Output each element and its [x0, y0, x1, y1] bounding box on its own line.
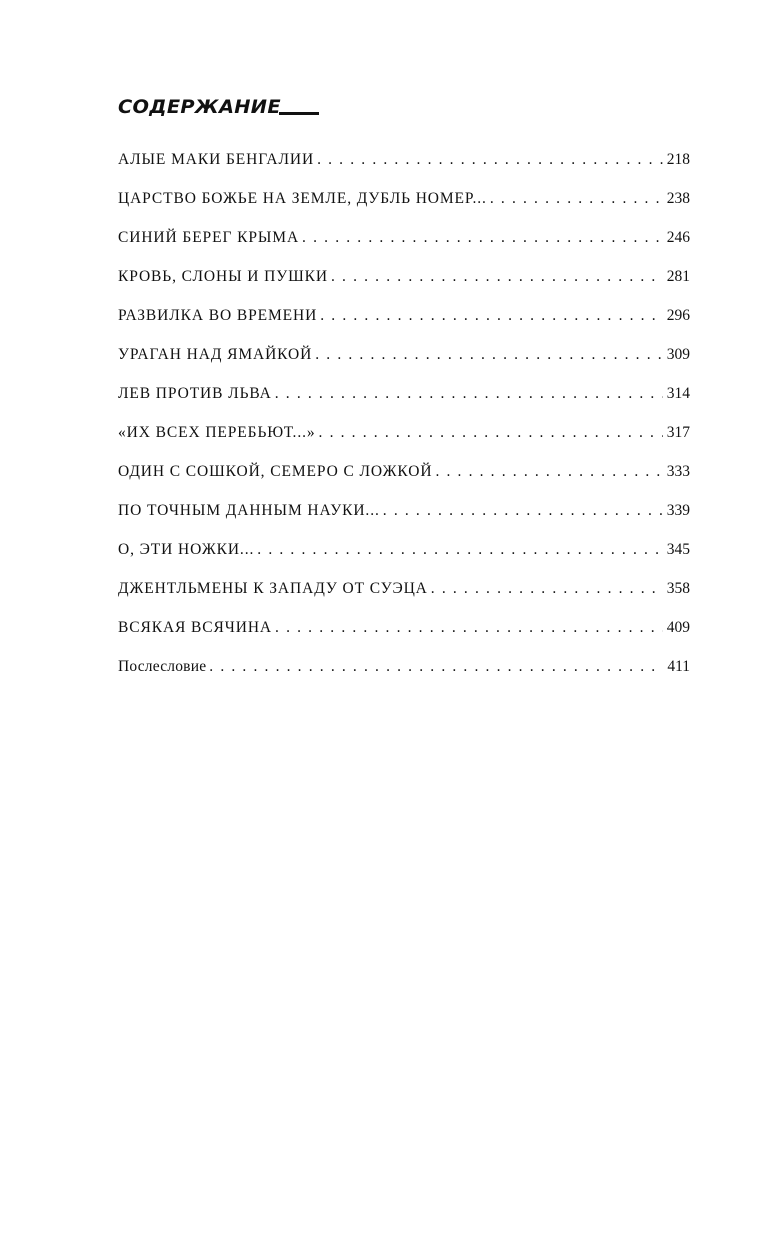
- toc-entry-title: ПО ТОЧНЫМ ДАННЫМ НАУКИ...: [118, 502, 380, 519]
- dot-leader: [317, 304, 663, 328]
- toc-entry-title: СИНИЙ БЕРЕГ КРЫМА: [118, 229, 300, 246]
- dot-leader: [428, 577, 663, 601]
- toc-entry[interactable]: [118, 538, 690, 577]
- toc-entry-page: 314: [666, 385, 690, 402]
- toc-entry[interactable]: [118, 460, 690, 499]
- toc-entry[interactable]: [118, 499, 690, 538]
- toc-entry-page: 317: [666, 424, 690, 441]
- toc-entry-title: РАЗВИЛКА ВО ВРЕМЕНИ: [118, 307, 318, 324]
- toc-entry-page: 296: [666, 307, 690, 324]
- toc-entry-page: 333: [666, 463, 690, 480]
- toc-entry-page: 358: [666, 580, 690, 597]
- heading-rule: [279, 112, 319, 115]
- table-of-contents: [118, 148, 690, 694]
- dot-leader: [254, 538, 662, 562]
- toc-entry[interactable]: [118, 265, 690, 304]
- toc-entry-page: 309: [666, 346, 690, 363]
- toc-entry-title: АЛЫЕ МАКИ БЕНГАЛИИ: [118, 151, 315, 168]
- toc-entry[interactable]: [118, 616, 690, 655]
- toc-entry-page: 409: [666, 619, 690, 636]
- toc-entry-title: КРОВЬ, СЛОНЫ И ПУШКИ: [118, 268, 328, 285]
- toc-entry-page: 281: [666, 268, 690, 285]
- toc-entry[interactable]: [118, 577, 690, 616]
- toc-entry-page: 411: [667, 658, 690, 675]
- toc-entry[interactable]: [118, 343, 690, 382]
- toc-entry-page: 339: [666, 502, 690, 519]
- contents-heading: СОДЕРЖАНИЕ: [118, 96, 281, 118]
- toc-entry-title: ВСЯКАЯ ВСЯЧИНА: [118, 619, 273, 636]
- dot-leader: [316, 421, 663, 445]
- toc-entry[interactable]: [118, 382, 690, 421]
- dot-leader: [314, 148, 663, 172]
- toc-entry-page: 345: [666, 541, 690, 558]
- dot-leader: [272, 616, 663, 640]
- toc-entry-title: УРАГАН НАД ЯМАЙКОЙ: [118, 346, 313, 363]
- toc-entry-title: Послесловие: [118, 658, 207, 675]
- dot-leader: [206, 655, 663, 679]
- dot-leader: [328, 265, 663, 289]
- toc-entry-title: ДЖЕНТЛЬМЕНЫ К ЗАПАДУ ОТ СУЭЦА: [118, 580, 428, 597]
- toc-entry[interactable]: [118, 304, 690, 343]
- dot-leader: [299, 226, 663, 250]
- toc-entry-title: ЛЕВ ПРОТИВ ЛЬВА: [118, 385, 272, 402]
- toc-entry-title: «ИХ ВСЕХ ПЕРЕБЬЮТ...»: [118, 424, 316, 441]
- toc-entry[interactable]: [118, 226, 690, 265]
- toc-entry[interactable]: [118, 655, 690, 694]
- toc-entry-page: 246: [666, 229, 690, 246]
- dot-leader: [380, 499, 663, 523]
- toc-entry-page: 218: [666, 151, 690, 168]
- toc-entry[interactable]: [118, 187, 690, 226]
- toc-entry-title: О, ЭТИ НОЖКИ...: [118, 541, 255, 558]
- toc-entry-title: ОДИН С СОШКОЙ, СЕМЕРО С ЛОЖКОЙ: [118, 463, 433, 480]
- dot-leader: [432, 460, 662, 484]
- toc-entry[interactable]: [118, 148, 690, 187]
- dot-leader: [272, 382, 663, 406]
- toc-entry-page: 238: [666, 190, 690, 207]
- toc-entry[interactable]: [118, 421, 690, 460]
- dot-leader: [312, 343, 663, 367]
- contents-heading-block: [118, 96, 319, 118]
- toc-entry-title: ЦАРСТВО БОЖЬЕ НА ЗЕМЛЕ, ДУБЛЬ НОМЕР...: [118, 190, 487, 207]
- dot-leader: [487, 187, 663, 211]
